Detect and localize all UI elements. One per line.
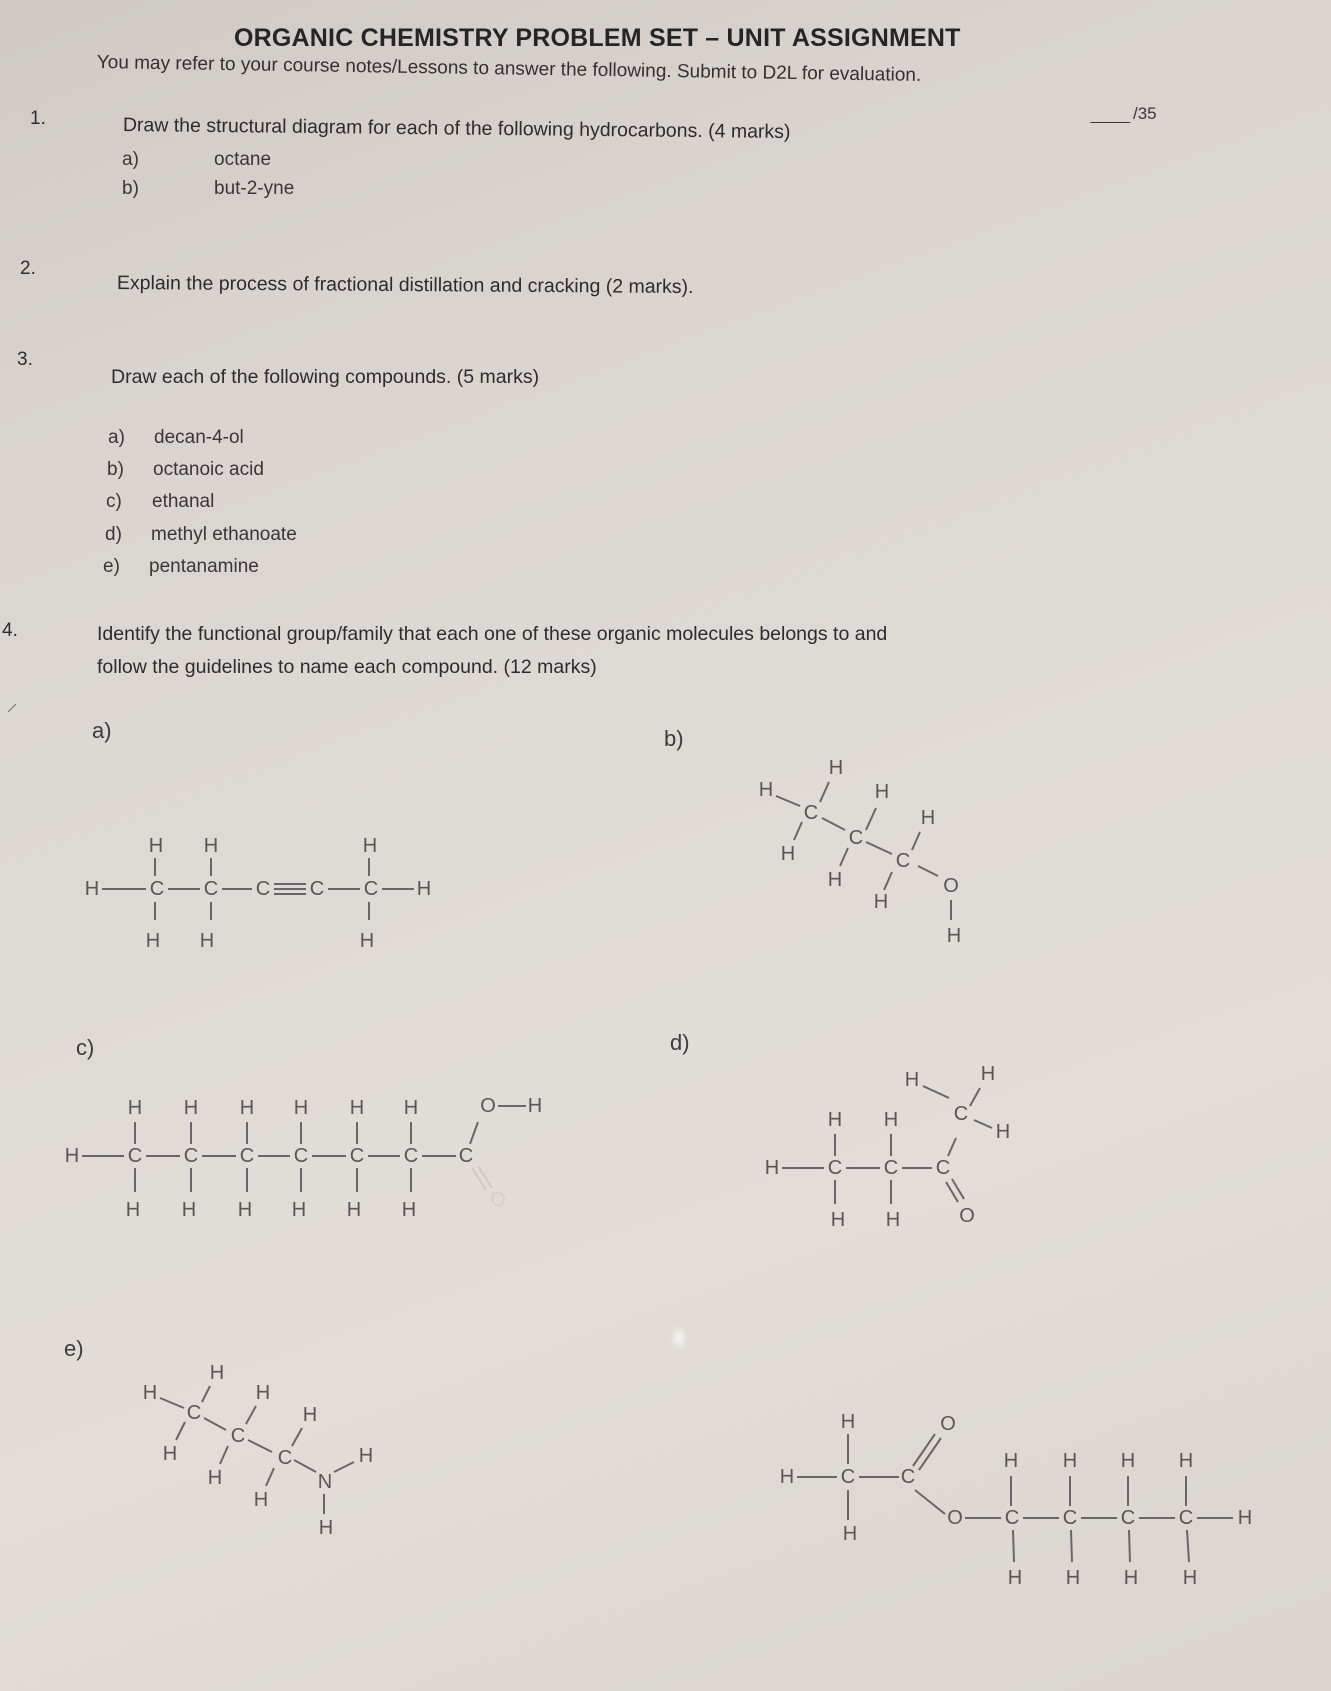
svg-text:C: C [883,1157,899,1179]
svg-text:O: O [480,1095,496,1117]
svg-text:H: H [84,878,100,900]
svg-text:H: H [874,781,890,803]
part-b-label: b) [664,726,684,751]
svg-text:H: H [995,1121,1011,1143]
question-2-text: Explain the process of fractional distillation and cracking (2 marks). [116,272,694,299]
svg-text:H: H [145,930,161,952]
svg-text:H: H [142,1382,158,1404]
svg-text:C: C [848,827,864,849]
svg-text:H: H [401,1199,417,1221]
svg-text:H: H [1007,1567,1023,1589]
molecule-d-diagram [760,1060,1040,1240]
svg-text:C: C [1178,1507,1194,1529]
svg-text:C: C [149,878,165,900]
molecule-c-diagram [60,1095,580,1250]
svg-text:H: H [828,757,844,779]
svg-text:C: C [935,1157,951,1179]
svg-text:C: C [230,1425,246,1447]
part-d-label: d) [670,1030,690,1055]
molecule-e-diagram [130,1360,430,1590]
svg-text:H: H [779,1466,795,1488]
question-3-number: 3. [17,349,33,370]
svg-text:H: H [840,1411,856,1433]
svg-text:H: H [1065,1567,1081,1589]
svg-text:H: H [148,835,164,857]
svg-text:C: C [458,1145,474,1167]
question-2-number: 2. [20,258,36,279]
svg-text:H: H [1062,1450,1078,1472]
svg-text:C: C [183,1145,199,1167]
question-1-item-b: b) but-2-yne [122,178,295,199]
svg-text:H: H [64,1145,80,1167]
svg-text:H: H [291,1199,307,1221]
svg-text:H: H [207,1467,223,1489]
svg-text:H: H [827,869,843,891]
question-4-number: 4. [2,620,18,641]
svg-text:C: C [293,1145,309,1167]
svg-text:H: H [239,1097,255,1119]
svg-text:H: H [416,878,432,900]
svg-text:C: C [840,1466,856,1488]
svg-text:C: C [403,1145,419,1167]
svg-text:C: C [186,1402,202,1424]
svg-text:H: H [403,1097,419,1119]
svg-text:C: C [309,878,325,900]
svg-text:H: H [827,1109,843,1131]
svg-text:H: H [127,1097,143,1119]
question-3-text: Draw each of the following compounds. (5 marks) [111,366,540,388]
svg-text:H: H [362,835,378,857]
svg-text:O: O [490,1189,506,1211]
part-a-label: a) [92,718,112,743]
instructions: You may refer to your course notes/Lessons to answer the following. Submit to D2L for evaluation. [96,52,922,86]
svg-text:C: C [203,878,219,900]
svg-text:C: C [349,1145,365,1167]
part-c-label: c) [76,1035,95,1060]
svg-text:H: H [885,1209,901,1231]
svg-text:H: H [253,1489,269,1511]
question-1-text: Draw the structural diagram for each of the following hydrocarbons. (4 marks) [122,114,791,143]
svg-text:H: H [842,1523,858,1545]
margin-mark: / [6,700,18,716]
svg-text:H: H [758,779,774,801]
svg-text:C: C [1120,1507,1136,1529]
svg-text:H: H [904,1069,920,1091]
svg-text:H: H [318,1517,334,1539]
svg-text:O: O [940,1413,956,1435]
svg-text:C: C [127,1145,143,1167]
svg-text:H: H [162,1443,178,1465]
svg-text:H: H [209,1362,225,1384]
question-3-item-b: b) octanoic acid [107,459,264,480]
question-3-item-a: a) decan-4-ol [108,427,244,448]
svg-text:C: C [803,802,819,824]
svg-text:C: C [1062,1507,1078,1529]
question-3-item-d: d) methyl ethanoate [105,524,297,545]
svg-text:H: H [883,1109,899,1131]
svg-text:C: C [953,1103,969,1125]
svg-text:O: O [943,875,959,897]
svg-text:H: H [1237,1507,1253,1529]
question-4-text-line2: follow the guidelines to name each compound. (12 marks) [97,656,597,678]
question-1-item-a: a) octane [122,149,272,170]
light-glare [670,1325,688,1351]
svg-text:H: H [203,835,219,857]
svg-text:H: H [764,1157,780,1179]
svg-text:H: H [346,1199,362,1221]
svg-text:H: H [830,1209,846,1231]
molecule-f-diagram [775,1400,1295,1600]
svg-text:H: H [302,1404,318,1426]
score-total-label: /35 [1133,104,1157,123]
svg-text:H: H [359,930,375,952]
page-title: ORGANIC CHEMISTRY PROBLEM SET – UNIT ASSIGNMENT [234,24,961,52]
molecule-b-diagram [740,740,1000,960]
svg-text:H: H [255,1382,271,1404]
svg-text:H: H [1120,1450,1136,1472]
svg-text:C: C [255,878,271,900]
svg-text:C: C [277,1447,293,1469]
question-3-item-e: e) pentanamine [103,556,259,577]
svg-text:H: H [1123,1567,1139,1589]
svg-text:H: H [980,1063,996,1085]
svg-text:H: H [293,1097,309,1119]
svg-text:H: H [527,1095,543,1117]
svg-text:H: H [183,1097,199,1119]
svg-text:C: C [827,1157,843,1179]
svg-text:H: H [199,930,215,952]
svg-text:C: C [895,850,911,872]
total-score [1092,104,1157,124]
svg-text:H: H [125,1199,141,1221]
svg-text:H: H [237,1199,253,1221]
svg-text:H: H [1178,1450,1194,1472]
svg-text:H: H [1003,1450,1019,1472]
question-4-text-line1: Identify the functional group/family that each one of these organic molecules belongs to and [97,623,888,645]
question-1-number: 1. [30,108,46,129]
svg-text:H: H [873,891,889,913]
svg-text:H: H [349,1097,365,1119]
svg-text:O: O [947,1507,963,1529]
svg-text:H: H [920,807,936,829]
svg-text:N: N [317,1471,333,1493]
question-3-item-c: c) ethanal [106,491,215,512]
part-e-label: e) [64,1336,84,1361]
svg-text:C: C [900,1466,916,1488]
svg-text:H: H [946,925,962,947]
svg-text:C: C [363,878,379,900]
svg-text:C: C [1004,1507,1020,1529]
svg-text:H: H [181,1199,197,1221]
svg-text:H: H [780,843,796,865]
svg-text:H: H [1182,1567,1198,1589]
svg-text:O: O [959,1205,975,1227]
molecule-a-diagram [80,820,440,960]
score-blank[interactable] [1090,112,1134,123]
svg-text:C: C [239,1145,255,1167]
svg-text:H: H [358,1445,374,1467]
